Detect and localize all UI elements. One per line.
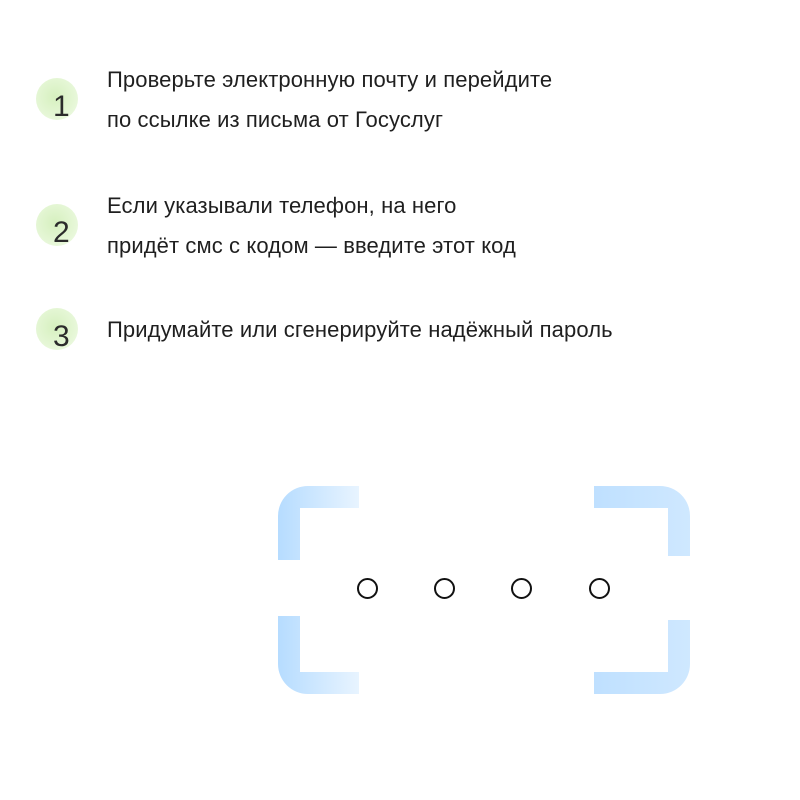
step-1-line-1: Проверьте электронную почту и перейдите: [107, 67, 553, 92]
frame-corner-top-right: [594, 486, 690, 556]
step-2-number: 2: [53, 216, 70, 249]
code-digit-placeholder: [357, 578, 378, 599]
step-1-line-2: по ссылке из письма от Госуслуг: [107, 107, 444, 132]
step-1-text: [107, 60, 552, 140]
step-2-line-1: Если указывали телефон, на него: [107, 193, 457, 218]
step-2-line-2: придёт смс с кодом — введите этот код: [107, 233, 516, 258]
code-digit-placeholder: [589, 578, 610, 599]
code-digit-placeholder: [434, 578, 455, 599]
step-3-line-1: Придумайте или сгенерируйте надёжный пароль: [107, 317, 613, 342]
code-scan-frame: [278, 486, 690, 694]
step-3-number: 3: [53, 320, 70, 353]
step-2-badge: [36, 204, 82, 250]
step-3-text: [107, 310, 613, 350]
step-3-badge: [36, 308, 82, 354]
frame-corner-top-left: [278, 486, 359, 560]
frame-corner-bottom-left: [278, 616, 359, 694]
step-1-badge: [36, 78, 82, 124]
frame-corner-bottom-right: [594, 620, 690, 694]
code-digit-placeholder: [511, 578, 532, 599]
step-2-text: [107, 186, 516, 266]
step-1-number: 1: [53, 90, 70, 123]
